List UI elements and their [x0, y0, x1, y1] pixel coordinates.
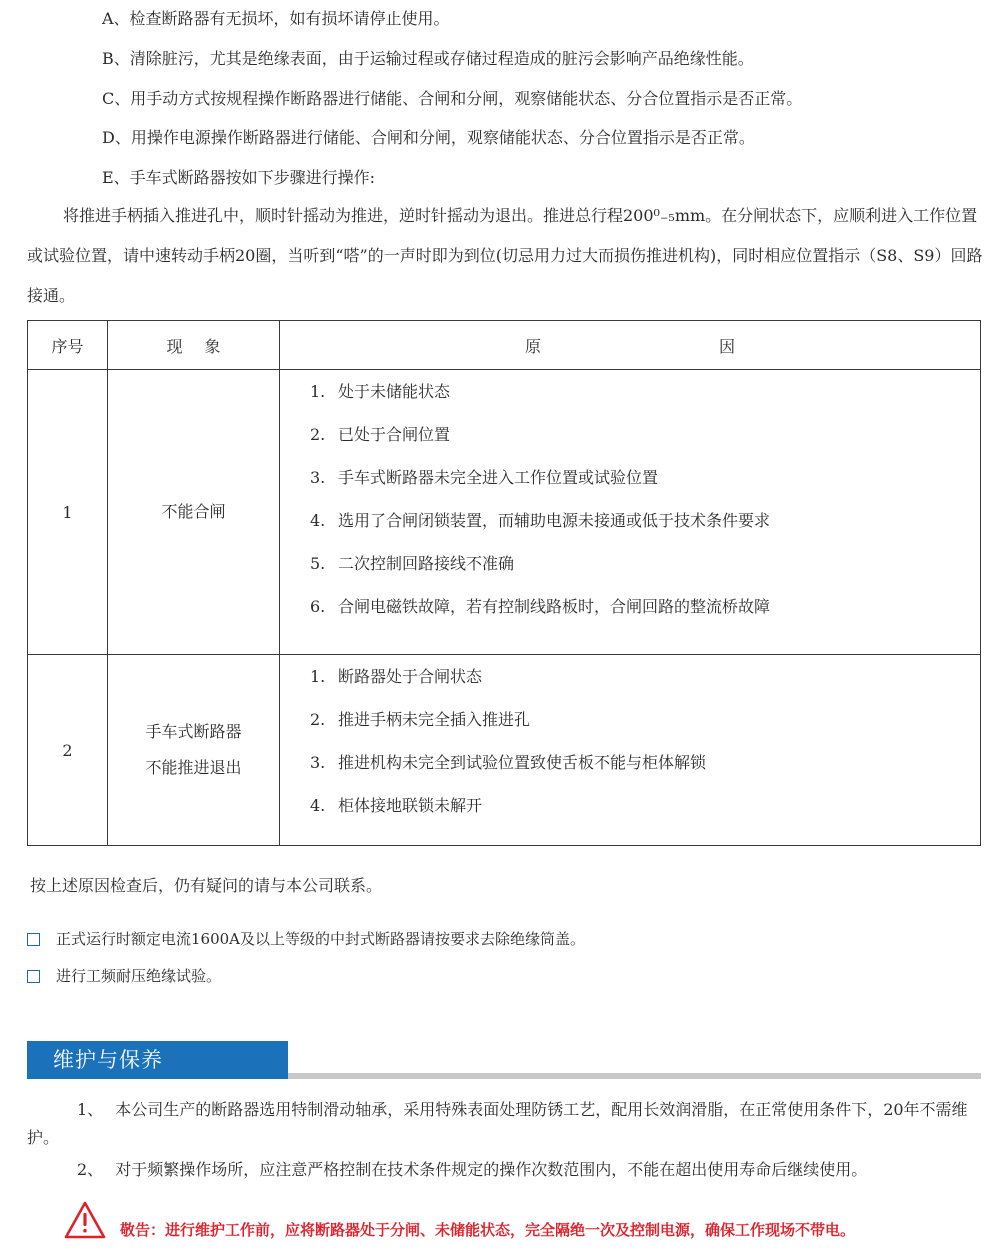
row-number: 2: [28, 655, 108, 846]
reason-text: 合闸电磁铁故障，若有控制线路板时，合闸回路的整流桥故障: [338, 597, 771, 616]
maintenance-text: 对于频繁操作场所，应注意严格控制在技术条件规定的操作次数范围内，不能在超出使用寿命后继续使用。: [115, 1160, 868, 1179]
after-table-note: 按上述原因检查后，仍有疑问的请与本公司联系。: [30, 876, 383, 895]
reason-number: 5.: [310, 554, 326, 573]
reason-number: 4.: [310, 796, 326, 815]
checklist-text: 进行工频耐压绝缘试验。: [56, 967, 222, 985]
row-number: 1: [28, 370, 108, 655]
warning-text: 敬告：进行维护工作前，应将断路器处于分闸、未储能状态，完全隔绝一次及控制电源，确保工作现场不带电。: [120, 1221, 856, 1239]
reason-text: 推进手柄未完全插入推进孔: [338, 710, 531, 729]
reason-number: 3.: [310, 468, 326, 487]
reason-text: 柜体接地联锁未解开: [338, 796, 483, 815]
phenomenon-line: 手车式断路器: [145, 722, 242, 741]
reason-number: 4.: [310, 511, 326, 530]
header-no: 序号: [28, 321, 108, 370]
phenomenon-cell: [108, 655, 280, 846]
reason-text: 已处于合闸位置: [338, 425, 451, 444]
reason-item: [310, 698, 980, 741]
reason-text: 断路器处于合闸状态: [338, 667, 483, 686]
maintenance-number: 2、: [77, 1160, 104, 1179]
checklist-item: [27, 928, 585, 950]
reasons-cell: [280, 370, 981, 655]
table-row: [28, 655, 981, 846]
reason-number: 2.: [310, 425, 326, 444]
reason-item: [310, 655, 980, 698]
phenomenon-line: 不能合闸: [161, 502, 226, 521]
reason-number: 2.: [310, 710, 326, 729]
table-header-row: [28, 321, 981, 370]
phenomenon-cell: [108, 370, 280, 655]
checkbox-icon: [27, 970, 40, 983]
reason-item: [310, 741, 980, 784]
reason-item: [310, 542, 980, 585]
step-e: E、手车式断路器按如下步骤进行操作:: [102, 168, 376, 187]
reason-item: [310, 585, 980, 628]
maintenance-item: [27, 1096, 987, 1152]
reason-item: [310, 413, 980, 456]
checklist-item: [27, 965, 221, 987]
reason-item: [310, 370, 980, 413]
phenomenon-line: 不能推进退出: [145, 758, 242, 777]
troubleshooting-table: [27, 320, 981, 846]
reason-item: [310, 456, 980, 499]
checkbox-icon: [27, 933, 40, 946]
reason-text: 推进机构未完全到试验位置致使舌板不能与柜体解锁: [338, 753, 707, 772]
maintenance-text: 本公司生产的断路器选用特制滑动轴承，采用特殊表面处理防锈工艺，配用长效润滑脂，在正常使用条件下，20年不需维护。: [27, 1100, 968, 1147]
table-row: [28, 370, 981, 655]
reason-text: 二次控制回路接线不准确: [338, 554, 515, 573]
reason-number: 1.: [310, 667, 326, 686]
reason-item: [310, 784, 980, 827]
reasons-cell: [280, 655, 981, 846]
step-c: C、用手动方式按规程操作断路器进行储能、合闸和分闸，观察储能状态、分合位置指示是否正常。: [102, 89, 803, 108]
reason-number: 3.: [310, 753, 326, 772]
maintenance-item: [27, 1156, 987, 1184]
reason-text: 手车式断路器未完全进入工作位置或试验位置: [338, 468, 659, 487]
step-b: B、清除脏污，尤其是绝缘表面，由于运输过程或存储过程造成的脏污会影响产品绝缘性能。: [102, 49, 754, 68]
reason-number: 1.: [310, 382, 326, 401]
warning-triangle-icon: [64, 1201, 106, 1239]
reason-list: [280, 655, 980, 827]
header-reason-cell: [280, 321, 981, 370]
reason-number: 6.: [310, 597, 326, 616]
reason-list: [280, 370, 980, 628]
operation-paragraph: 将推进手柄插入推进孔中，顺时针摇动为推进，逆时针摇动为退出。推进总行程200⁰₋₅mm。在分闸状态下，应顺利进入工作位置或试验位置，请中速转动手柄20圈，当听到“嗒”的一声时即为到位(切忌用力过大而损伤推进机构)，同时相应位置指示（S8、S9）回路接通。: [27, 206, 983, 305]
section-title: 维护与保养: [27, 1041, 288, 1079]
reason-text: 选用了合闸闭锁装置，而辅助电源未接通或低于技术条件要求: [338, 511, 771, 530]
header-reason: 原 因: [525, 336, 735, 356]
header-phenomenon: 现 象: [166, 336, 221, 356]
step-d: D、用操作电源操作断路器进行储能、合闸和分闸，观察储能状态、分合位置指示是否正常。: [102, 128, 755, 147]
maintenance-number: 1、: [77, 1100, 104, 1119]
reason-item: [310, 499, 980, 542]
step-a: A、检查断路器有无损坏，如有损坏请停止使用。: [102, 9, 450, 28]
reason-text: 处于未储能状态: [338, 382, 451, 401]
checklist-text: 正式运行时额定电流1600A及以上等级的中封式断路器请按要求去除绝缘筒盖。: [56, 930, 586, 948]
header-phenomenon-cell: [108, 321, 280, 370]
